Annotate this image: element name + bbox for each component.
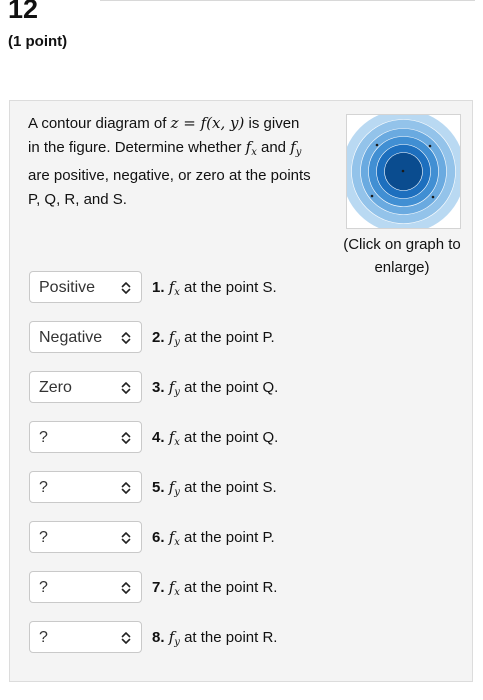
math-fy: f bbox=[290, 137, 296, 156]
math-derivative-f: f bbox=[168, 328, 175, 346]
answer-dropdown[interactable] bbox=[29, 471, 142, 503]
question-text: at the point P. bbox=[179, 329, 275, 346]
prompt-text: and bbox=[256, 138, 291, 156]
contour-graph-thumbnail[interactable] bbox=[346, 114, 461, 229]
prompt-text: is given in the figure. Determine whether bbox=[28, 115, 300, 156]
answer-dropdown[interactable] bbox=[29, 521, 142, 553]
problem-points: (1 point) bbox=[8, 33, 68, 50]
chevron-up-down-icon bbox=[121, 631, 131, 645]
math-fy-sub: y bbox=[295, 146, 302, 158]
graph-point-marker bbox=[402, 170, 405, 173]
enlarge-graph-note: (Click on graph to enlarge) bbox=[343, 236, 461, 276]
chevron-up-down-icon bbox=[121, 481, 131, 495]
answer-dropdown[interactable] bbox=[29, 621, 142, 653]
math-derivative-f: f bbox=[168, 278, 175, 296]
math-derivative-f: f bbox=[168, 578, 175, 596]
math-args: (x, y) bbox=[206, 114, 245, 132]
math-f: f bbox=[200, 114, 207, 132]
graph-point-marker bbox=[432, 196, 435, 199]
chevron-up-down-icon bbox=[121, 431, 131, 445]
question-number: 8. bbox=[152, 629, 165, 646]
question-text: at the point Q. bbox=[179, 429, 279, 446]
dropdown-selected-value: Zero bbox=[39, 379, 72, 396]
answer-dropdown[interactable] bbox=[29, 421, 142, 453]
question-label bbox=[152, 278, 332, 298]
math-derivative-sub: x bbox=[174, 537, 180, 548]
math-derivative-sub: y bbox=[174, 387, 180, 398]
prompt-text: A contour diagram of bbox=[28, 115, 171, 132]
question-label bbox=[152, 378, 332, 398]
question-number: 2. bbox=[152, 329, 165, 346]
question-text: at the point Q. bbox=[179, 379, 279, 396]
question-text: at the point R. bbox=[179, 579, 278, 596]
answer-dropdown[interactable] bbox=[29, 571, 142, 603]
question-label bbox=[152, 628, 332, 648]
graph-point-marker bbox=[371, 195, 374, 198]
dropdown-selected-value: ? bbox=[39, 479, 48, 496]
chevron-up-down-icon bbox=[121, 581, 131, 595]
math-derivative-f: f bbox=[168, 628, 175, 646]
dropdown-selected-value: ? bbox=[39, 629, 48, 646]
answer-dropdown[interactable] bbox=[29, 271, 142, 303]
question-text: at the point S. bbox=[179, 279, 277, 296]
chevron-up-down-icon bbox=[121, 531, 131, 545]
chevron-up-down-icon bbox=[121, 381, 131, 395]
question-number: 7. bbox=[152, 579, 165, 596]
question-number: 5. bbox=[152, 479, 165, 496]
math-derivative-sub: x bbox=[174, 287, 180, 298]
math-z: z bbox=[170, 114, 179, 132]
math-fx-sub: x bbox=[251, 146, 257, 158]
math-equals: = bbox=[178, 114, 201, 132]
dropdown-selected-value: ? bbox=[39, 579, 48, 596]
math-derivative-sub: y bbox=[174, 337, 180, 348]
answer-dropdown[interactable] bbox=[29, 371, 142, 403]
question-label bbox=[152, 328, 332, 348]
question-number: 1. bbox=[152, 279, 165, 296]
math-derivative-sub: x bbox=[174, 437, 180, 448]
question-label bbox=[152, 578, 332, 598]
question-number: 4. bbox=[152, 429, 165, 446]
graph-point-marker bbox=[429, 145, 432, 148]
dropdown-selected-value: Positive bbox=[39, 279, 96, 296]
math-derivative-f: f bbox=[168, 378, 175, 396]
math-derivative-sub: y bbox=[174, 487, 180, 498]
prompt-text: are positive, negative, or zero at the points P, Q, R, and S. bbox=[28, 167, 311, 208]
dropdown-selected-value: Negative bbox=[39, 329, 103, 346]
contour-diagram bbox=[347, 115, 460, 228]
question-label bbox=[152, 528, 332, 548]
math-derivative-sub: x bbox=[174, 587, 180, 598]
math-derivative-f: f bbox=[168, 528, 175, 546]
question-number: 6. bbox=[152, 529, 165, 546]
math-fx: f bbox=[245, 137, 252, 156]
question-number: 3. bbox=[152, 379, 165, 396]
top-divider bbox=[100, 0, 475, 1]
math-derivative-f: f bbox=[168, 428, 175, 446]
math-derivative-sub: y bbox=[174, 637, 180, 648]
problem-prompt bbox=[28, 112, 313, 211]
question-label bbox=[152, 478, 332, 498]
chevron-up-down-icon bbox=[121, 281, 131, 295]
graph-point-marker bbox=[376, 144, 379, 147]
question-text: at the point R. bbox=[179, 629, 278, 646]
chevron-up-down-icon bbox=[121, 331, 131, 345]
problem-number: 12 bbox=[8, 0, 39, 24]
dropdown-selected-value: ? bbox=[39, 429, 48, 446]
question-label bbox=[152, 428, 332, 448]
dropdown-selected-value: ? bbox=[39, 529, 48, 546]
question-text: at the point P. bbox=[179, 529, 275, 546]
math-derivative-f: f bbox=[168, 478, 175, 496]
question-text: at the point S. bbox=[179, 479, 277, 496]
answer-dropdown[interactable] bbox=[29, 321, 142, 353]
